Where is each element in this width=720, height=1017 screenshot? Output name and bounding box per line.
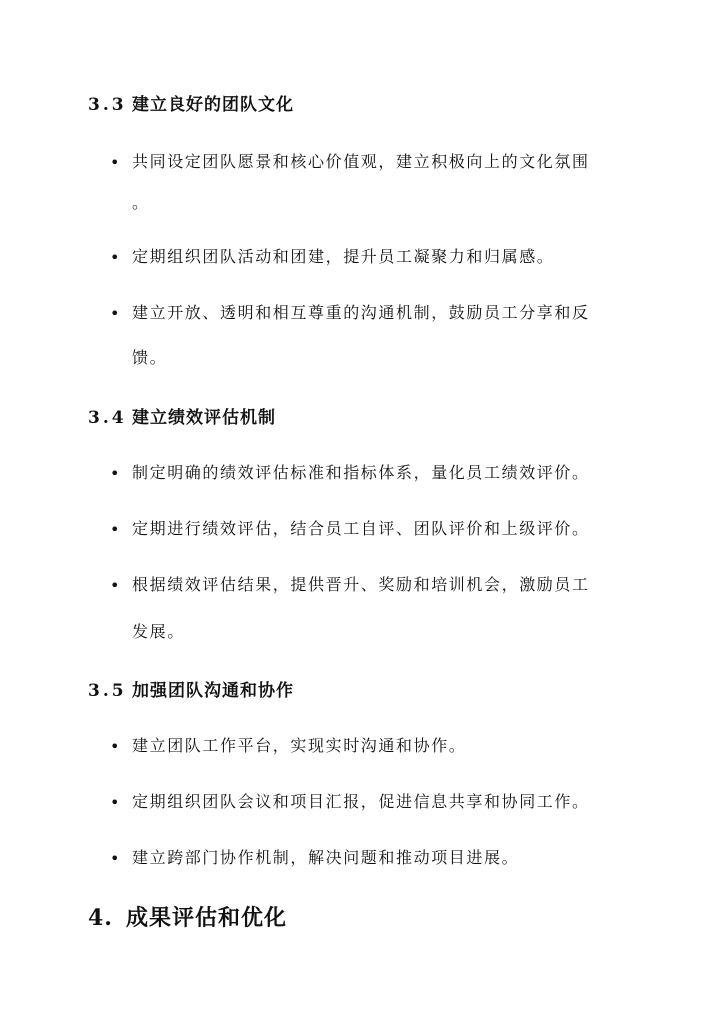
list-item-text-continued: 。 [132, 193, 150, 212]
bullet-icon: • [110, 520, 120, 539]
list-item-text: 建立跨部门协作机制，解决问题和推动项目进展。 [132, 848, 520, 867]
section-number: 4. [88, 905, 113, 931]
section-heading-3-3 [88, 90, 294, 115]
section-heading-3-5 [88, 676, 294, 701]
list-item-text: 建立开放、透明和相互尊重的沟通机制，鼓励员工分享和反 [132, 303, 590, 322]
bullet-icon: • [110, 793, 120, 812]
list-item-text: 定期进行绩效评估，结合员工自评、团队评价和上级评价。 [132, 519, 590, 538]
list-item-text: 共同设定团队愿景和核心价值观，建立积极向上的文化氛围 [132, 152, 590, 171]
section-number: 3.3 [88, 95, 127, 115]
list-item-text: 建立团队工作平台，实现实时沟通和协作。 [132, 736, 467, 755]
bullet-icon: • [110, 248, 120, 267]
section-title: 成果评估和优化 [126, 905, 288, 931]
section-number: 3.5 [88, 681, 127, 701]
list-item-text: 制定明确的绩效评估标准和指标体系，量化员工绩效评价。 [132, 463, 590, 482]
bullet-icon: • [110, 849, 120, 868]
section-title: 建立良好的团队文化 [132, 95, 294, 115]
bullet-icon: • [110, 153, 120, 172]
list-item-text: 定期组织团队活动和团建，提升员工凝聚力和归属感。 [132, 247, 555, 266]
section-number: 3.4 [88, 408, 127, 428]
list-item-text: 根据绩效评估结果，提供晋升、奖励和培训机会，激励员工 [132, 575, 590, 594]
bullet-icon: • [110, 576, 120, 595]
bullet-icon: • [110, 304, 120, 323]
section-title: 加强团队沟通和协作 [132, 681, 294, 701]
bullet-icon: • [110, 464, 120, 483]
list-item-text: 定期组织团队会议和项目汇报，促进信息共享和协同工作。 [132, 792, 590, 811]
bullet-icon: • [110, 737, 120, 756]
list-item-text-continued: 发展。 [132, 622, 185, 641]
list-item-text-continued: 馈。 [132, 348, 168, 367]
section-heading-3-4 [88, 403, 276, 428]
section-title: 建立绩效评估机制 [132, 408, 276, 428]
section-heading-4 [88, 901, 287, 932]
